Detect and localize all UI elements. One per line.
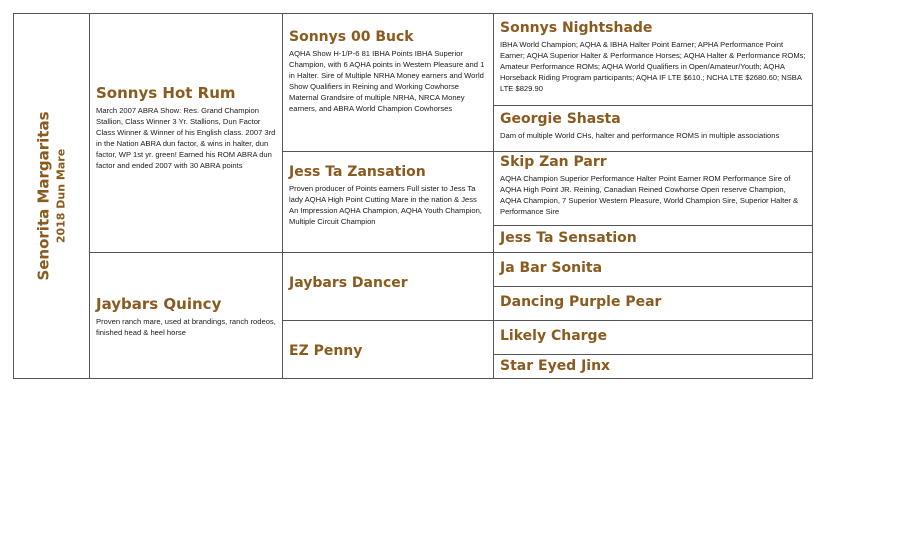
dam-name: Jaybars Quincy <box>96 295 222 313</box>
dam-dam-sire-name: Likely Charge <box>500 328 608 344</box>
dam-sire-cell <box>282 252 493 320</box>
dam-sire-dam-cell <box>493 286 812 320</box>
sire-dam-cell <box>282 151 493 252</box>
sire-dam-sire-cell <box>493 151 812 225</box>
dam-sire-name: Jaybars Dancer <box>289 275 408 291</box>
sire-sire-sire-name: Sonnys Nightshade <box>500 20 653 36</box>
sire-dam-sire-description: AQHA Champion Superior Performance Halter Point Earner ROM Performance Sire of AQHA High Point JR. Reining, Canadian Reined Cowhorse Open reserve Champion, AQHA Champion, 7 Superior Western Pleasure, World Champion Sire, Superior Halter & Performance Sire <box>500 174 799 216</box>
sire-sire-dam-cell <box>493 105 812 151</box>
sire-dam-dam-cell <box>493 225 812 252</box>
dam-dam-dam-name: Star Eyed Jinx <box>500 358 611 374</box>
sire-sire-cell <box>282 14 493 151</box>
pedigree-chart <box>13 13 813 379</box>
subject-cell <box>14 14 89 378</box>
dam-sire-dam-name: Dancing Purple Pear <box>500 294 662 310</box>
dam-dam-sire-cell <box>493 320 812 354</box>
sire-sire-dam-name: Georgie Shasta <box>500 111 621 127</box>
sire-sire-description: AQHA Show H-1/P-6 81 IBHA Points IBHA Superior Champion, with 6 AQHA points in Western Pleasure and 1 in Halter. Sire of Multiple NRHA Money earners and World Show Qualifiers in Reining and Working Cowhorse Maternal Grandsire of multiple NRHA, NRCA Money earners, and ABRA World Champion Cowhorses <box>289 49 485 113</box>
sire-dam-dam-name: Jess Ta Sensation <box>500 230 637 246</box>
sire-name: Sonnys Hot Rum <box>96 84 236 102</box>
subject-birth-info: 2018 Dun Mare <box>54 148 68 244</box>
dam-description: Proven ranch mare, used at brandings, ranch rodeos, finished head & heel horse <box>96 317 276 337</box>
sire-dam-description: Proven producer of Points earners Full sister to Jess Ta lady AQHA High Point Cutting Mare in the nation & Jess An Impression AQHA Champion, AQHA Youth Champion, Multiple Circuit Champion <box>289 184 482 226</box>
dam-dam-cell <box>282 320 493 378</box>
sire-sire-name: Sonnys 00 Buck <box>289 29 414 45</box>
sire-dam-sire-name: Skip Zan Parr <box>500 154 607 170</box>
sire-sire-sire-description: IBHA World Champion; AQHA & IBHA Halter Point Earner; APHA Performance Point Earner; AQHA Superior Halter & Performance Horses; AQHA Halter & Performance ROMs; Amateur Performance ROMs; AQHA World Qualifiers in Open/Amateur/Youth; AQHA Horseback Riding Program participants; AQHA IF LTE $610.; NCHA LTE $2680.60; NSBA LTE $829.90 <box>500 40 806 93</box>
dam-dam-dam-cell <box>493 354 812 378</box>
subject-name: Senorita Margaritas <box>34 111 53 281</box>
sire-sire-dam-description: Dam of multiple World CHs, halter and performance ROMS in multiple associations <box>500 131 780 140</box>
sire-description: March 2007 ABRA Show: Res. Grand Champion Stallion, Class Winner 3 Yr. Stallions, Dun Factor Class Winner & Winner of his English class. 2007 3rd in the Nation ABRA dun factor, & wins in halter, dun factor, WP 1st yr. green! Earned his ROM ABRA dun factor and ended 2007 with 30 ABRA points <box>96 106 276 170</box>
sire-cell <box>89 14 282 252</box>
dam-dam-name: EZ Penny <box>289 343 363 359</box>
dam-sire-sire-cell <box>493 252 812 286</box>
dam-cell <box>89 252 282 378</box>
sire-dam-name: Jess Ta Zansation <box>289 164 426 180</box>
sire-sire-sire-cell <box>493 14 812 105</box>
subject-label <box>35 111 68 280</box>
dam-sire-sire-name: Ja Bar Sonita <box>500 260 603 276</box>
